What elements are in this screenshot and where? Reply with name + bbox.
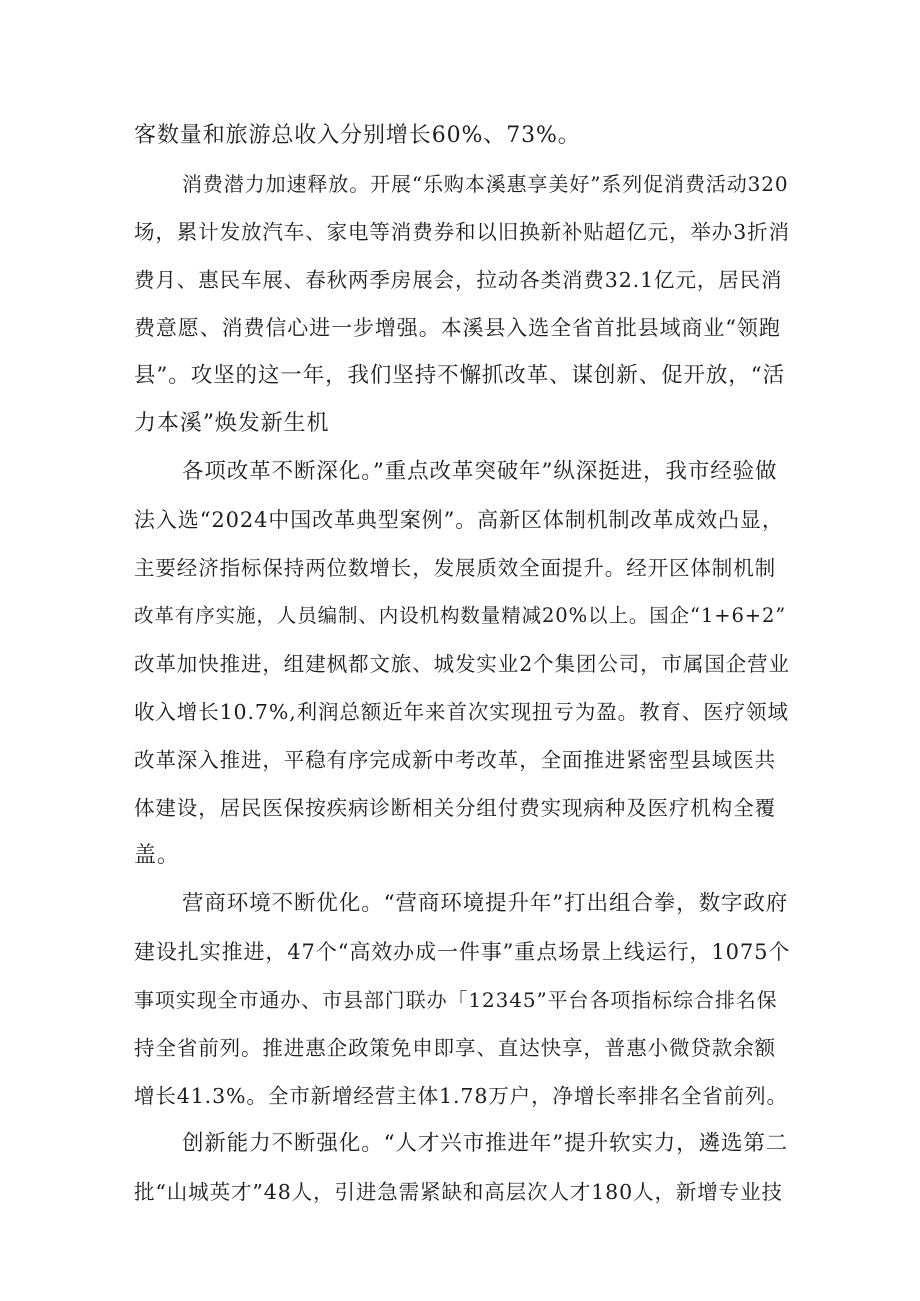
- text-line: 盖。: [134, 843, 180, 868]
- text-line: 各项改革不断深化。”重点改革突破年”纵深挺进，我市经验做: [182, 459, 778, 484]
- text-line: 增长41.3%。全市新增经营主体1.78万户，净增长率排名全省前列。: [134, 1084, 788, 1108]
- text-line: 改革有序实施，人员编制、内设机构数量精减20%以上。国企“1+6+2”: [134, 604, 787, 627]
- text-line: 消费潜力加速释放。开展“乐购本溪惠享美好”系列促消费活动320: [182, 172, 789, 196]
- text-line: 营商环境不断优化。“营商环境提升年”打出组合拳，数字政府: [182, 891, 789, 916]
- text-line: 客数量和旅游总收入分别增长60%、73%。: [134, 123, 581, 148]
- text-line: 力本溪”焕发新生机: [134, 411, 330, 436]
- text-line: 事项实现全市通办、市县部门联办「12345”平台各项指标综合排名保: [134, 988, 778, 1012]
- text-line: 持全省前列。推进惠企政策免申即享、直达快享，普惠小微贷款余额: [134, 1036, 776, 1060]
- text-line: 建设扎实推进，47个“高效办成一件事”重点场景上线运行，1075个: [134, 940, 791, 964]
- text-line: 主要经济指标保持两位数增长，发展质效全面提升。经开区体制机制: [134, 556, 776, 580]
- text-line: 创新能力不断强化。“人才兴市推进年”提升软实力，遴选第二: [182, 1131, 789, 1156]
- text-line: 改革加快推进，组建枫都文旅、城发实业2个集团公司，市属国企营业: [134, 652, 790, 676]
- text-line: 批“山城英才”48人，引进急需紧缺和高层次人才180人，新增专业技: [134, 1180, 783, 1204]
- text-line: 收入增长10.7%,利润总额近年来首次实现扭亏为盈。教育、医疗领域: [134, 700, 789, 724]
- text-line: 体建设，居民医保按疾病诊断相关分组付费实现病种及医疗机构全覆: [134, 796, 776, 820]
- text-line: 费月、惠民车展、春秋两季房展会，拉动各类消费32.1亿元，居民消: [134, 268, 783, 292]
- text-line: 场，累计发放汽车、家电等消费券和以旧换新补贴超亿元，举办3折消: [134, 220, 790, 244]
- text-line: 县”。攻坚的这一年，我们坚持不懈抓改革、谋创新、促开放，“活: [134, 363, 785, 388]
- text-line: 改革深入推进，平稳有序完成新中考改革，全面推进紧密型县域医共: [134, 748, 776, 772]
- text-line: 费意愿、消费信心进一步增强。本溪县入选全省首批县域商业“领跑: [134, 316, 781, 340]
- text-line: 法入选“2024中国改革典型案例”。高新区体制机制改革成效凸显，: [134, 508, 784, 532]
